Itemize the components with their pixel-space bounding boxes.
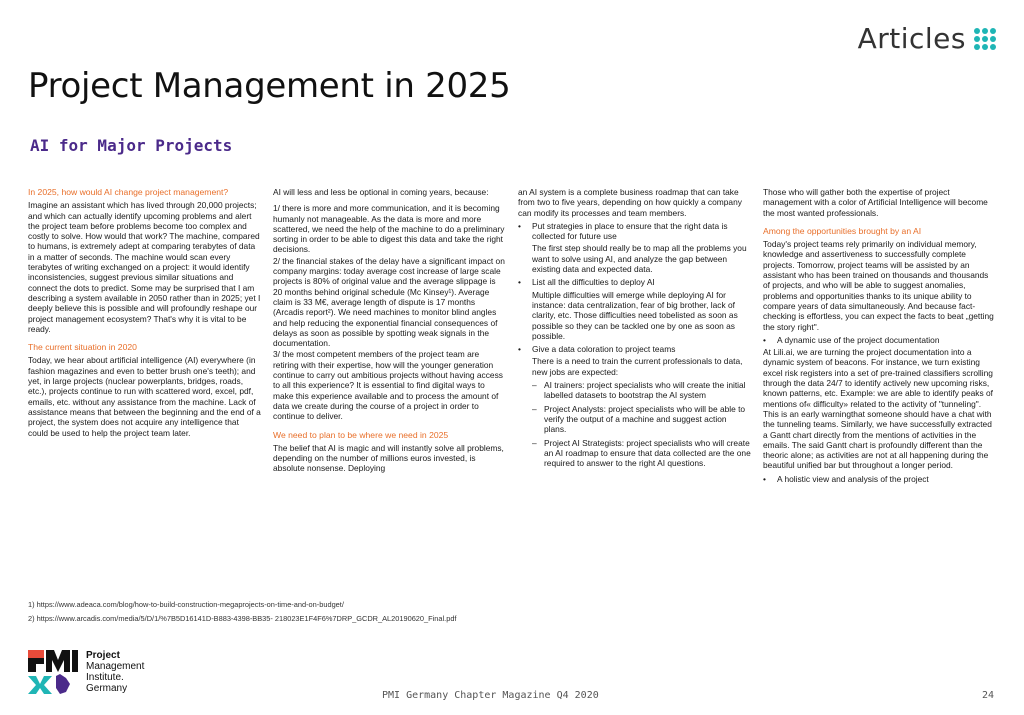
dash-icon: – [532,403,537,414]
logo-line: Germany [86,683,128,694]
bullet-text: Give a data coloration to project teams [532,344,676,355]
page-title: Project Management in 2025 [28,66,511,106]
paragraph: Imagine an assistant which has lived through 20,000 projects; and which can actually identify upcoming problems and alert the project team before problems become too complex and costly to solve. How would that work? The machine, compared to humans, is extremely adept at comparing terabytes of data in a matter of seconds. The machine would scan every terabytes of writing exchanged on a project: it would identify inconsistencies, suggest previous similar situations and connect the dots to predict. Some may be surprised that I am describing a system available in 2050 rather than in 2025; yet I deeply believe this is possible and will profoundly reshape our project management ecosystem? That's why it is vital to be ready. [28,200,261,334]
section-heading: In 2025, how would AI change project management? [28,187,229,197]
list-item [532,438,751,469]
logo-line: Project [86,650,120,661]
paragraph: an AI system is a complete business roadmap that can take from two to five years, depending on how quickly a company can modify its processes and team members. [518,187,742,218]
bullet-icon: • [763,473,766,484]
list-item [518,344,751,354]
dot-grid-icon [974,28,996,50]
dash-icon: – [532,380,537,391]
list-item [532,404,751,435]
logo-text [86,650,144,694]
footnote-link[interactable]: 1) https://www.adeaca.com/blog/how-to-build-construction-megaprojects-on-time-and-on-budget/ [28,600,344,609]
paragraph: 2/ the financial stakes of the delay have a significant impact on company margins: today average cost increase of large scale projects is 80% of original value and the average slippage is 20 months behind original schedule (Mc Kinsey¹). Average claim is 33 M€, average length of dispute is 17 months (Arcadis report²). We need machines to monitor blind angles and help reducing the exponential financial consequences of delays as soon as possible by spotting weak signals in the documentation. [273,255,505,349]
article-subtitle: AI for Major Projects [30,136,233,155]
logo-line: Institute. [86,672,124,683]
bullet-text: A holistic view and analysis of the project [777,473,929,484]
column-2 [273,187,506,486]
section-label: Articles [857,22,966,55]
footnotes [28,598,456,626]
paragraph: Those who will gather both the expertise of project management with a color of Artificial Intelligence will become the most wanted professionals. [763,187,988,218]
paragraph: 1/ there is more and more communication, and it is becoming humanly not manageable. As the data is more and more scattered, we need the help of the machine to do a preliminary sorting in order to be able to digest this data and take the right decisions. [273,203,505,255]
paragraph: AI will less and less be optional in coming years, because: [273,187,489,197]
list-item [763,474,996,484]
paragraph: There is a need to train the current professionals to data, new jobs are expected: [532,356,743,377]
paragraph: Today, we hear about artificial intelligence (AI) everywhere (in fashion magazines and even to better brush one's teeth); and yet, in large projects (nuclear powerplants, bridges, roads, etc.), projects continue to run with scattered word, excel, pdf, emails, etc. without any assistance from the machine. Lack of assistance means that between the beginning and the end of a project, the system does not acquire any intelligence that could be used to help the project team later. [28,355,261,438]
paragraph: The belief that AI is magic and will instantly solve all problems, depending on the number of millions euros invested, is absolute nonsense. Deploying [273,442,504,474]
list-item [518,277,751,287]
pmi-logo [28,650,144,694]
section-heading: Among the opportunities brought by an AI [763,225,922,236]
footnote-link[interactable]: 2) https://www.arcadis.com/media/5/D/1/%7B5D16141D-B883-4398-BB35- 218023E1F4F6%7DRP_GCDR_AL20190620_Final.pdf [28,614,457,623]
paragraph: The first step should really be to map all the problems you want to solve using AI, and analyze the gap between existing data and expected data. [532,243,747,275]
column-1 [28,187,261,486]
bullet-icon: • [518,220,521,231]
column-4 [763,187,996,486]
dash-text: AI trainers: project specialists who will create the initial labelled datasets to bootstrap the AI system [544,380,746,401]
section-header [858,22,996,55]
bullet-text: A dynamic use of the project documentation [777,334,940,345]
paragraph: 3/ the most competent members of the project team are retiring with their expertise, how will the younger generation continue to carry out ambitious projects without having access to all this experience? It is essential to find digital ways to make this experience available and to process the amount of data we create during the course of a project in order to continue to deliver. [273,349,503,422]
article-body [28,187,996,486]
section-heading: The current situation in 2020 [28,342,137,353]
dash-icon: – [532,437,537,448]
magazine-footer: PMI Germany Chapter Magazine Q4 2020 [382,690,599,701]
logo-line: Management [86,661,145,672]
pmi-logo-icon [28,650,78,694]
bullet-text: List all the difficulties to deploy AI [532,277,655,288]
list-item [532,380,751,401]
section-heading: We need to plan to be where we need in 2025 [273,429,449,440]
page-number: 24 [981,690,994,701]
paragraph: Multiple difficulties will emerge while deploying AI for instance: data centralization, fear of big brother, lack of clarity, etc. Those difficulties need tobelisted as soon as possible so they can be tackled one by one as soon as possible. [532,289,738,341]
list-item [518,221,751,242]
list-item [763,335,996,345]
column-3 [518,187,751,486]
bullet-icon: • [518,277,521,288]
bullet-icon: • [763,334,766,345]
dash-text: Project AI Strategists: project specialists who will create an AI roadmap to ensure that data collected are the one required to answer to the right AI questions. [544,437,751,469]
paragraph: Today's project teams rely primarily on individual memory, knowledge and assertiveness to successfully complete projects. Tomorrow, project teams will be assisted by an assistant who has been trained on thousands and thousands of projects, and who will be able to suggest anomalies, problems and opportunities thanks to its unique ability to compare years of data simultaneously. And because fact-checking is effortless, you can expect the facts to beat „getting the story right". [763,239,994,332]
dash-text: Project Analysts: project specialists who will be able to verify the output of a machine and suggest action plans. [544,403,746,435]
bullet-text: Put strategies in place to ensure that the right data is collected for future use [532,220,728,242]
bullet-icon: • [518,344,521,355]
paragraph: At Lili.ai, we are turning the project documentation into a dynamic system of beacons. For instance, we turn existing excel risk registers into a set of pre-trained classifiers scrolling through the data 24/7 to identify actively new upcoming risks, known patterns, etc. Example: we are able to identify peaks of mentions of« difficulty» related to the activity of "tunneling". This is an early warningthat someone should have a chat with the tunneling teams. Similarly, we have successfully extracted a Gantt chart directly from the mentions of activities in the emails. The said Gantt chart is profoundly different than the theoric alone; as activities are not at all happening during the beautiful unified bar but throughout a longer period. [763,347,993,471]
